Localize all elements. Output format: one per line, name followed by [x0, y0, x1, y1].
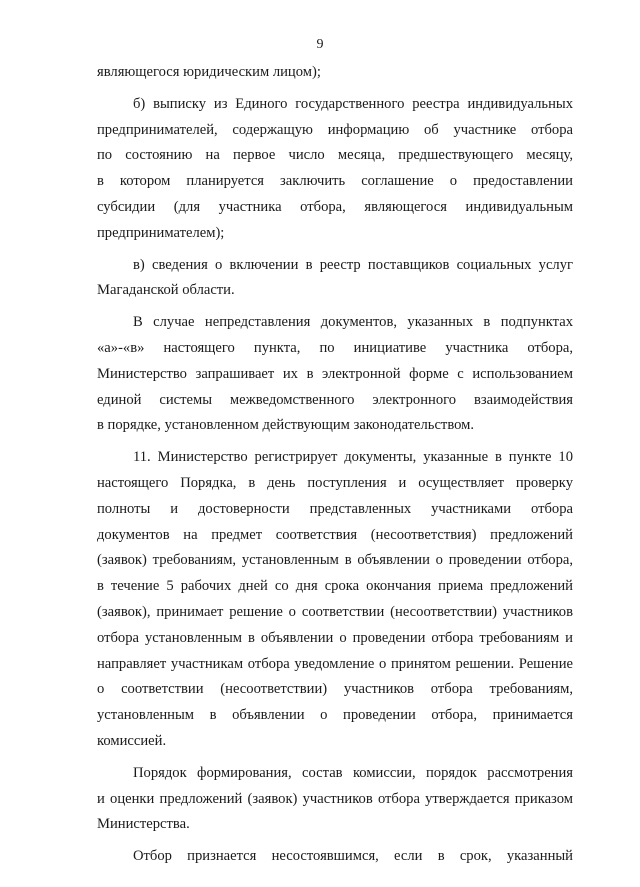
text-line: и оценки предложений (заявок) участников отбора утверждается приказом [97, 790, 573, 807]
text-line: являющегося юридическим лицом); [97, 64, 321, 80]
text-line: установленным в объявлении о проведении отбора, принимается [97, 707, 573, 724]
text-line: в порядке, установленном действующим законодательством. [97, 417, 475, 434]
text-line: Министерство запрашивает их в электронной форме с использованием [97, 365, 573, 382]
text-line: настоящего Порядка, в день поступления и осуществляет проверку [97, 474, 573, 491]
text-line: о соответствии (несоответствии) участников отбора требованиям, [97, 681, 573, 698]
paragraph [97, 761, 573, 838]
paragraph [97, 60, 573, 86]
text-line: в течение 5 рабочих дней со дня срока окончания приема предложений [97, 578, 573, 595]
text-line: предпринимателем); [97, 224, 225, 241]
text-line: направляет участникам отбора уведомление о принятом решении. Решение [97, 655, 573, 672]
paragraph [97, 92, 573, 247]
text-line: субсидии (для участника отбора, являющегося индивидуальным [97, 198, 573, 215]
document-body [97, 60, 573, 870]
page-number: 9 [316, 37, 324, 52]
paragraph [97, 253, 573, 305]
text-line: Министерства. [97, 816, 190, 833]
text-line: Магаданской области. [97, 282, 235, 299]
text-line: (заявок), принимает решение о соответствии (несоответствии) участников [97, 603, 573, 620]
text-line: «а»-«в» настоящего пункта, по инициативе участника отбора, [97, 339, 573, 356]
text-line: отбора установленным в объявлении о проведении отбора требованиям и [97, 629, 573, 646]
text-line: Порядок формирования, состав комиссии, порядок рассмотрения [133, 764, 573, 781]
text-line: предпринимателей, содержащую информацию об участнике отбора [97, 121, 573, 138]
paragraph [97, 445, 573, 755]
text-line: единой системы межведомственного электронного взаимодействия [97, 391, 573, 408]
text-line: комиссией. [97, 732, 167, 749]
text-line: Отбор признается несостоявшимся, если в срок, указанный [133, 848, 573, 865]
text-line: документов на предмет соответствия (несоответствия) предложений [97, 526, 573, 543]
text-line: полноты и достоверности представленных участниками отбора [97, 500, 573, 517]
text-line: В случае непредставления документов, указанных в подпунктах [133, 314, 573, 331]
text-line: 11. Министерство регистрирует документы, указанные в пункте 10 [133, 449, 573, 466]
paragraph [97, 844, 573, 870]
text-line: в) сведения о включении в реестр поставщиков социальных услуг [133, 256, 573, 273]
paragraph [97, 310, 573, 439]
text-line: в котором планируется заключить соглашение о предоставлении [97, 173, 573, 190]
text-line: б) выписку из Единого государственного реестра индивидуальных [133, 95, 573, 112]
text-line: (заявок) требованиям, установленным в объявлении о проведении отбора, [97, 552, 573, 569]
text-line: по состоянию на первое число месяца, предшествующего месяцу, [97, 147, 573, 164]
